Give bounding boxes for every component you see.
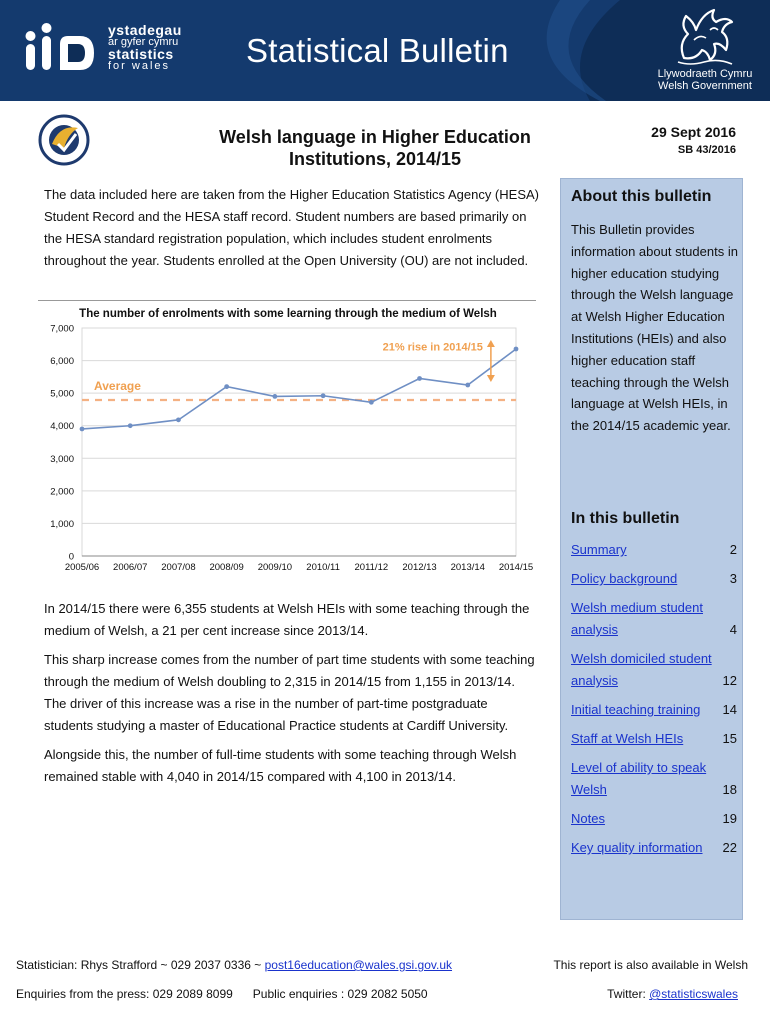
rise-arrow-head-down (487, 375, 495, 382)
y-tick-label: 3,000 (50, 453, 74, 465)
x-tick-label: 2011/12 (354, 562, 389, 573)
toc-page-number: 3 (729, 571, 737, 586)
x-tick-label: 2006/07 (113, 562, 148, 573)
toc-link-initial-teaching-training[interactable]: Initial teaching training (571, 702, 701, 717)
toc-page-number: 2 (729, 542, 737, 557)
press-enquiries: Enquiries from the press: 029 2089 8099 Public enquiries : 029 2082 5050 (16, 987, 428, 1001)
body-paragraph-2: This sharp increase comes from the number of part time students with some teaching through the medium of Welsh doubling to 2,315 in 2014/15 from 1,155 in 2013/14. The driver of this increase was a rise in the number of part-time postgraduate students studying a master of Educational Practice students at Cardiff University. (44, 652, 535, 733)
twitter-link[interactable]: @statisticswales (649, 987, 738, 1001)
header-title: Statistical Bulletin (246, 32, 509, 69)
chart-title: The number of enrolments with some learning through the medium of Welsh (79, 308, 497, 320)
national-statistics-badge-icon (38, 114, 90, 166)
document-reference: SB 43/2016 (677, 144, 736, 156)
data-point (80, 427, 85, 432)
logo-line-3: statistics (108, 46, 174, 62)
toc-page-number: 4 (729, 622, 737, 637)
toc-item-staff-at-welsh-heis (571, 728, 737, 757)
data-point (417, 376, 422, 381)
gov-name-welsh: Llywodraeth Cymru (657, 68, 753, 80)
x-tick-label: 2012/13 (402, 562, 437, 573)
data-point (369, 400, 374, 405)
contents-heading: In this bulletin (571, 510, 680, 527)
about-heading: About this bulletin (571, 188, 712, 205)
average-label: Average (94, 378, 141, 393)
toc-link-key-quality-information[interactable]: Key quality information (571, 840, 703, 855)
email-link[interactable]: post16education@wales.gsi.gov.uk (264, 958, 453, 972)
y-tick-label: 1,000 (50, 518, 74, 530)
gov-name-english: Welsh Government (658, 80, 752, 92)
welsh-availability-note: This report is also available in Welsh (553, 958, 748, 972)
toc-item-summary (571, 539, 737, 568)
data-point (514, 347, 519, 352)
statistics-wales-logo-text (108, 24, 182, 72)
x-tick-label: 2014/15 (498, 562, 534, 573)
x-tick-label: 2013/14 (450, 562, 485, 573)
data-point (272, 394, 277, 399)
x-tick-label: 2008/09 (209, 562, 244, 573)
toc-item-initial-teaching-training (571, 699, 737, 728)
y-tick-label: 0 (68, 551, 74, 563)
document-date: 29 Sept 2016 (651, 124, 736, 140)
toc-link-summary[interactable]: Summary (571, 542, 627, 557)
document-title-line-2: Institutions, 2014/15 (288, 149, 462, 169)
page-header (0, 0, 770, 101)
y-tick-label: 2,000 (50, 486, 74, 498)
data-point (465, 383, 470, 388)
toc-item-notes (571, 808, 737, 837)
sidebar-panel (560, 178, 743, 920)
x-tick-label: 2005/06 (64, 562, 100, 573)
toc-page-number: 12 (722, 673, 737, 688)
statistics-wales-logo-mark (22, 22, 102, 82)
table-of-contents (571, 539, 737, 866)
logo-line-1: ystadegau (108, 22, 182, 38)
enrolments-line-chart (38, 300, 538, 580)
toc-link-staff-at-welsh-heis[interactable]: Staff at Welsh HEIs (571, 731, 684, 746)
dragon-icon (670, 4, 740, 68)
about-text: This Bulletin provides information about students in higher education studying through the Welsh language at Welsh Higher Education Institutions (HEIs) and also higher education staff teaching through the Welsh language at Welsh HEIs, in the 2014/15 academic year. (571, 222, 738, 434)
plot-area-border (82, 328, 516, 556)
toc-page-number: 15 (722, 731, 737, 746)
y-tick-label: 6,000 (50, 356, 74, 368)
toc-item-welsh-medium-student-analysis (571, 597, 737, 648)
y-tick-label: 4,000 (50, 421, 74, 433)
body-paragraph-1: In 2014/15 there were 6,355 students at Welsh HEIs with some teaching through the medium of Welsh, a 21 per cent increase since 2013/14. (44, 601, 530, 638)
twitter-contact (607, 987, 738, 1001)
toc-page-number: 14 (722, 702, 737, 717)
logo-line-2: ar gyfer cymru (108, 36, 179, 48)
y-tick-label: 7,000 (50, 323, 74, 335)
x-tick-label: 2009/10 (257, 562, 293, 573)
y-tick-label: 5,000 (50, 388, 74, 400)
body-text (44, 598, 540, 795)
statistician-text: Statistician: Rhys Strafford ~ 029 2037 0336 ~ (16, 958, 265, 972)
toc-link-level-of-ability[interactable]: Level of ability to speak Welsh (571, 760, 707, 797)
data-point (176, 417, 181, 422)
twitter-label: Twitter: (607, 987, 650, 1001)
toc-link-welsh-domiciled-student-analysis[interactable]: Welsh domiciled student analysis (571, 651, 712, 688)
toc-item-policy-background (571, 568, 737, 597)
logo-line-4: for wales (108, 60, 171, 72)
toc-item-key-quality-information (571, 837, 737, 866)
document-title-line-1: Welsh language in Higher Education (219, 127, 531, 147)
x-tick-label: 2007/08 (161, 562, 196, 573)
welsh-government-logo (642, 4, 768, 96)
x-tick-label: 2010/11 (306, 562, 340, 573)
toc-item-level-of-ability (571, 757, 737, 808)
data-point (321, 393, 326, 398)
toc-link-notes[interactable]: Notes (571, 811, 605, 826)
statistician-contact (16, 958, 452, 972)
toc-item-welsh-domiciled-student-analysis (571, 648, 737, 699)
toc-link-welsh-medium-student-analysis[interactable]: Welsh medium student analysis (571, 600, 703, 637)
toc-page-number: 22 (722, 840, 737, 855)
rise-annotation: 21% rise in 2014/15 (382, 341, 483, 354)
intro-paragraph: The data included here are taken from the Higher Education Statistics Agency (HESA) Student Record and the HESA staff record. Student numbers are based primarily on the HESA standard registration population, which includes student enrolments throughout the year. Students enrolled at the Open University (OU) are not included. (44, 187, 539, 268)
toc-page-number: 19 (722, 811, 737, 826)
toc-link-policy-background[interactable]: Policy background (571, 571, 678, 586)
document-title (180, 126, 570, 170)
toc-page-number: 18 (722, 782, 737, 797)
data-point (128, 423, 133, 428)
rise-arrow-head-up (487, 340, 495, 347)
body-paragraph-3: Alongside this, the number of full-time students with some teaching through Welsh remained stable with 4,040 in 2014/15 compared with 4,100 in 2013/14. (44, 747, 517, 784)
data-point (224, 384, 229, 389)
